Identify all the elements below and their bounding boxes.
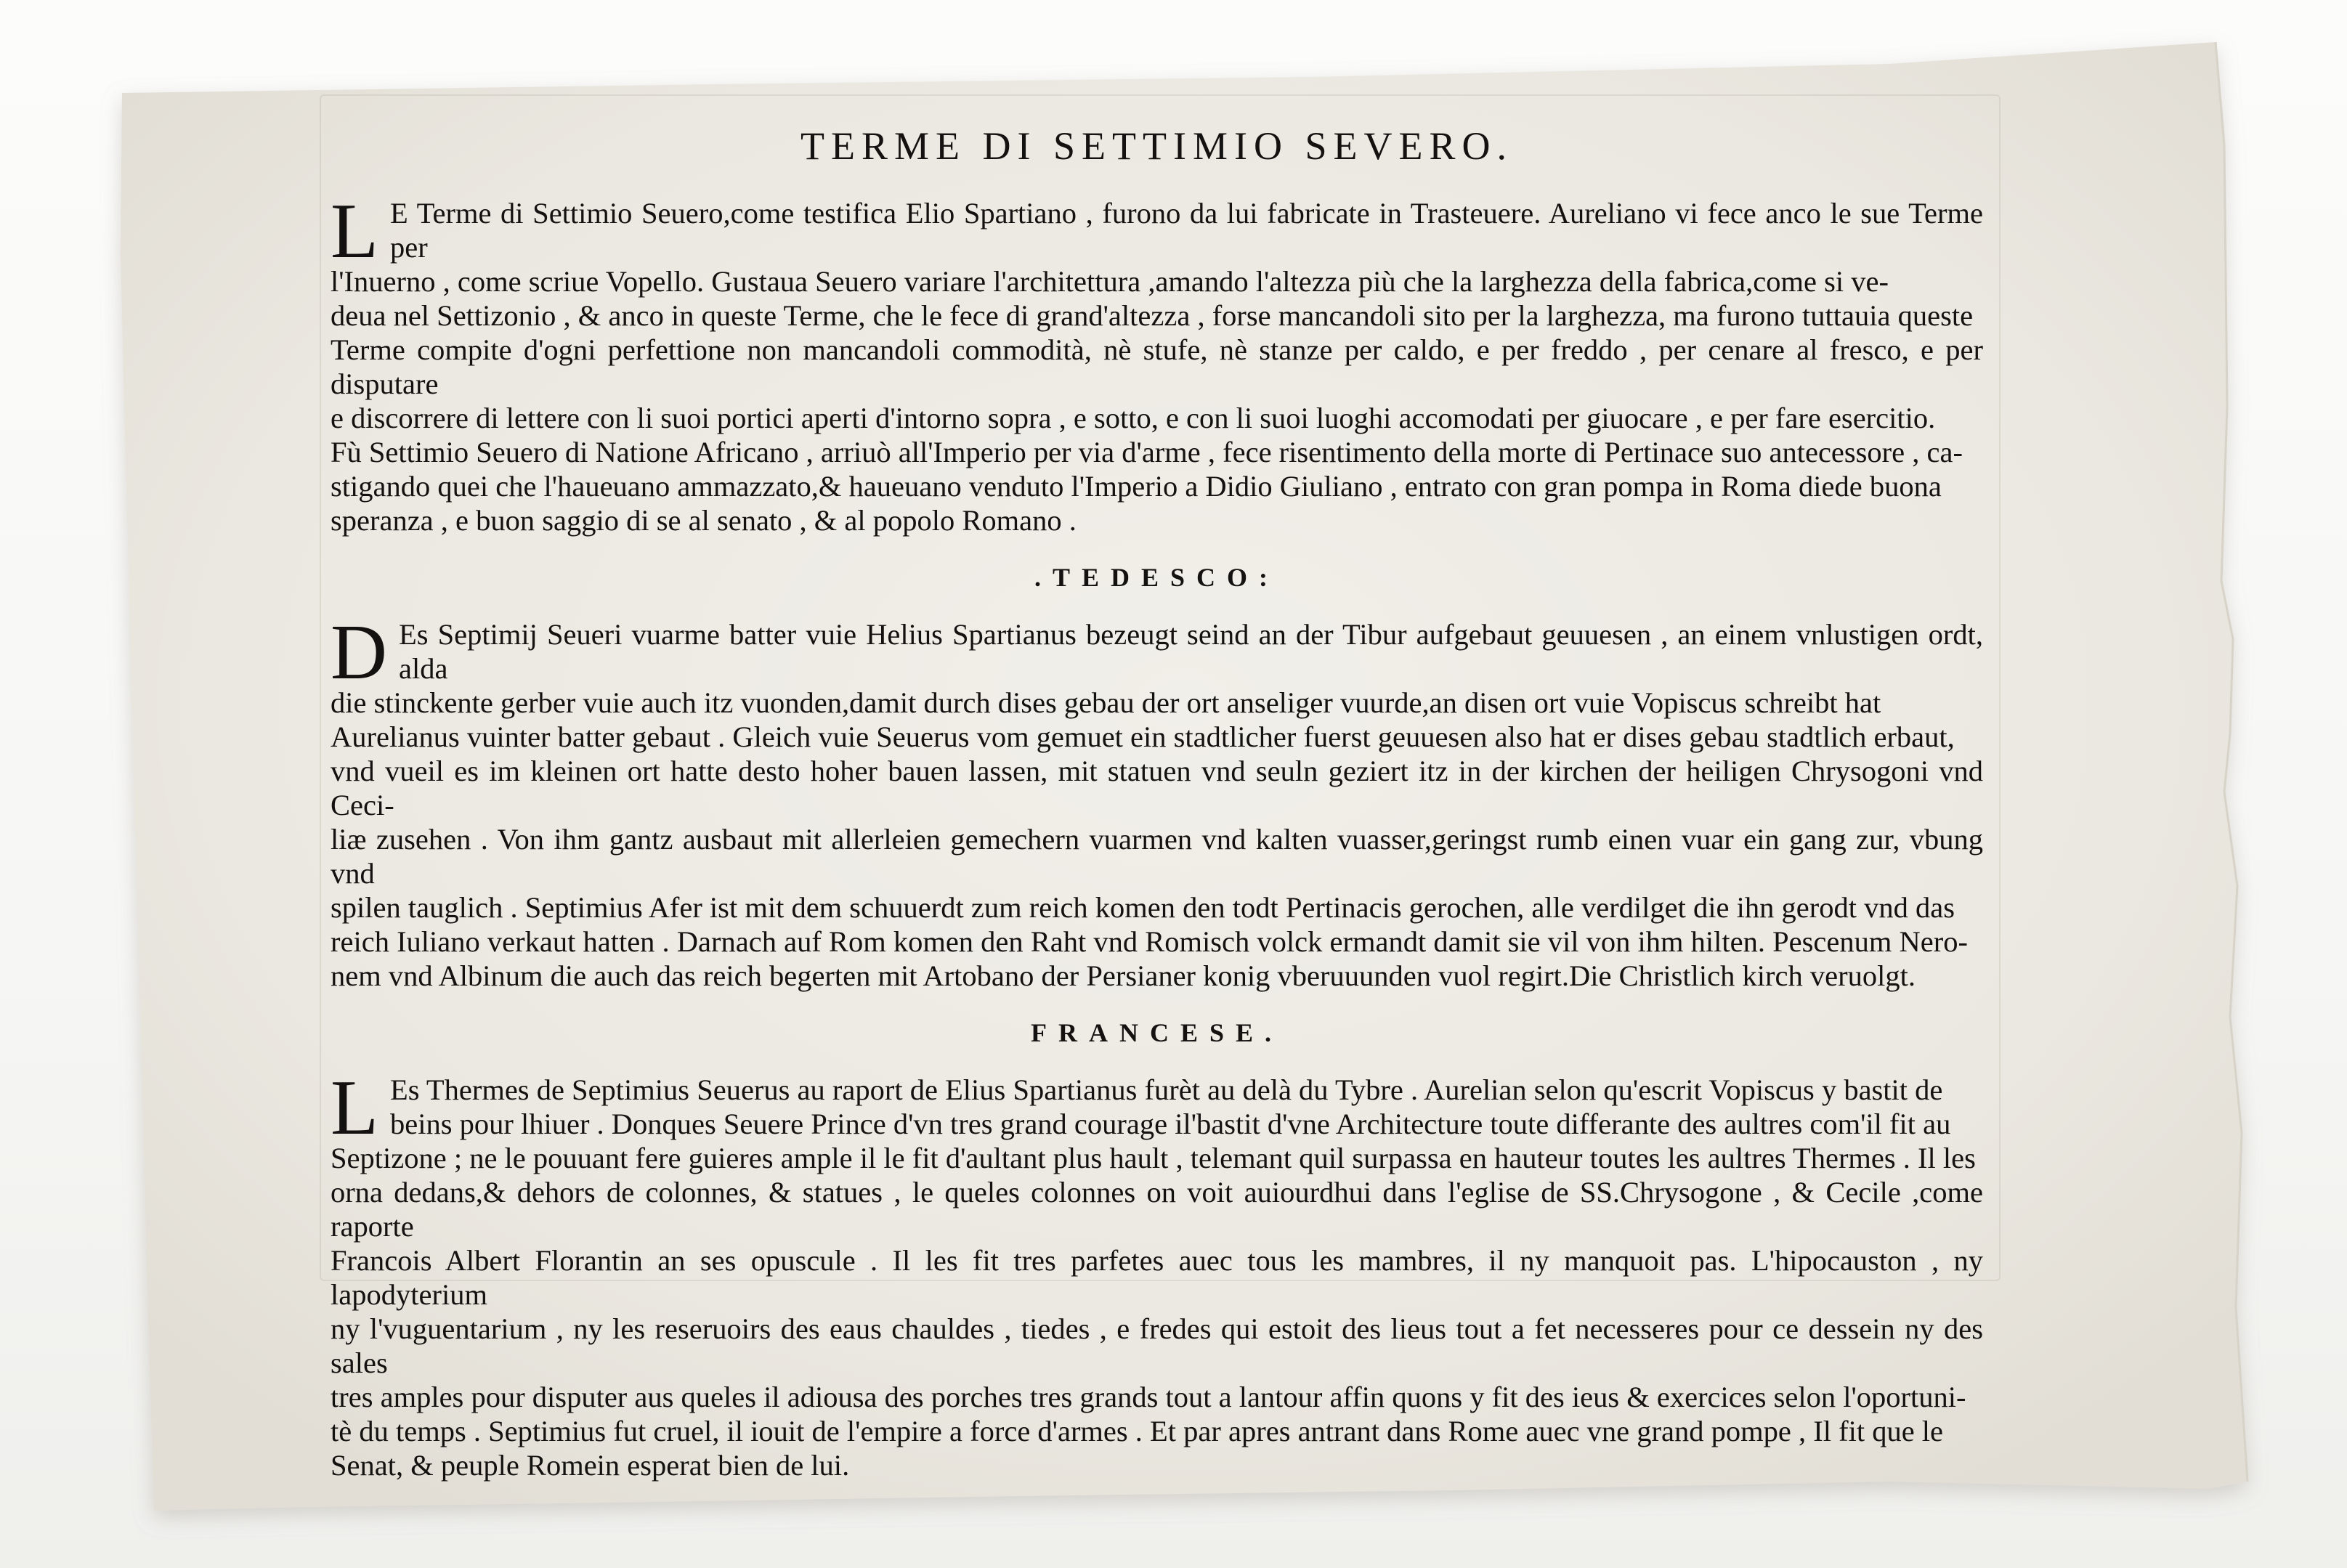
text-line: Senat, & peuple Romein esperat bien de lui. <box>331 1449 850 1482</box>
italian-paragraph <box>331 188 1983 537</box>
text-line: Aurelianus vuinter batter gebaut . Gleich vuie Seuerus vom gemuet ein stadtlicher fuerst geuuesen also hat er dises gebau stadtlich erbaut, <box>331 720 1955 753</box>
text-line: reich Iuliano verkaut hatten . Darnach auf Rom komen den Raht vnd Romisch volck ermandt damit sie vil von ihm hilten. Pescenum Nero- <box>331 925 1968 958</box>
text-line: Es Septimij Seueri vuarme batter vuie Helius Spartianus bezeugt seind an der Tibur aufgebaut geuuesen , an einem vnlustigen ordt, alda <box>399 618 1983 685</box>
text-line: die stinckente gerber vuie auch itz vuonden,damit durch dises gebau der ort anseliger vuurde,an disen ort vuie Vopiscus schreibt hat <box>331 686 1881 719</box>
section-heading-francese: FRANCESE. <box>1030 1018 1284 1047</box>
text-line: vnd vueil es im kleinen ort hatte desto hoher bauen lassen, mit statuen vnd seuln geziert itz in der kirchen der heiligen Chrysogoni vnd Ceci- <box>331 755 1983 821</box>
text-line: beins pour lhiuer . Donques Seuere Prince d'vn tres grand courage il'bastit d'vne Architecture toute differante des aultres com'il fit au <box>389 1108 1951 1140</box>
text-line: stigando quei che l'haueuano ammazzato,& haueuano venduto l'Imperio a Didio Giuliano , entrato con gran pompa in Roma diede buona <box>331 470 1942 503</box>
section-heading-tedesco: .TEDESCO: <box>1034 563 1280 592</box>
text-line: tres amples pour disputer aus queles il adiousa des porches tres grands tout a lantour affin quons y fit des ieus & exercices selon l'oportuni- <box>331 1381 1966 1413</box>
text-line: deua nel Settizonio , & anco in queste Terme, che le fece di grand'altezza , forse mancandoli sito per la larghezza, ma furono tuttauia queste <box>331 299 1974 332</box>
drop-cap: L <box>331 188 378 275</box>
drop-cap: L <box>331 1065 378 1151</box>
german-paragraph <box>331 609 1983 993</box>
text-line: Francois Albert Florantin an ses opuscule . Il les fit tres parfetes auec tous les mambres, il ny manquoit pas. L'hipocauston , ny lapodyterium <box>331 1244 1983 1311</box>
text-line: Terme compite d'ogni perfettione non mancandoli commodità, nè stufe, nè stanze per caldo, e per freddo , per cenare al fresco, e per disputare <box>331 333 1983 400</box>
text-line: E Terme di Settimio Seuero,come testifica Elio Spartiano , furono da lui fabricate in Trasteuere. Aureliano vi fece anco le sue Terme per <box>389 197 1983 264</box>
text-line: Fù Settimio Seuero di Natione Africano , arriuò all'Imperio per via d'arme , fece risentimento della morte di Pertinace suo antecessore , ca- <box>331 436 1963 468</box>
text-line: spilen tauglich . Septimius Afer ist mit dem schuuerdt zum reich komen den todt Pertinacis gerochen, alle verdilget die ihn gerodt vnd das <box>331 891 1955 924</box>
text-line: liæ zusehen . Von ihm gantz ausbaut mit allerleien gemechern vuarmen vnd kalten vuasser,geringst rumb einen vuar ein gang zur, vbung vnd <box>331 823 1983 890</box>
text-line: Es Thermes de Septimius Seuerus au raport de Elius Spartianus furèt au delà du Tybre . Aurelian selon qu'escrit Vopiscus y bastit de <box>389 1073 1943 1106</box>
text-line: e discorrere di lettere con li suoi portici aperti d'intorno sopra , e sotto, e con li suoi luoghi accomodati per giuocare , e per fare esercitio. <box>331 402 1936 434</box>
drop-cap: D <box>331 609 387 696</box>
document-title: TERME DI SETTIMIO SEVERO. <box>800 124 1513 168</box>
text-line: tè du temps . Septimius fut cruel, il iouit de l'empire a force d'armes . Et par apres antrant dans Rome auec vne grand pompe , Il fit que le <box>331 1415 1944 1447</box>
text-line: nem vnd Albinum die auch das reich begerten mit Artobano der Persianer konig vberuuunden vuol regirt.Die Christlich kirch veruolgt. <box>331 959 1916 992</box>
text-line: Septizone ; ne le pouuant fere guieres ample il le fit d'aultant plus hault , telemant quil surpassa en hauteur toutes les aultres Thermes . Il les <box>331 1142 1976 1174</box>
text-line: speranza , e buon saggio di se al senato , & al popolo Romano . <box>331 504 1077 537</box>
text-line: ny l'vuguentarium , ny les reseruoirs des eaus chauldes , tiedes , e fredes qui estoit des lieus tout a fet necesseres pour ce dessein ny des sales <box>331 1312 1983 1379</box>
text-line: l'Inuerno , come scriue Vopello. Gustaua Seuero variare l'architettura ,amando l'altezza più che la larghezza della fabrica,come si ve- <box>331 265 1889 298</box>
french-paragraph <box>331 1065 1983 1482</box>
text-block <box>331 116 1983 1482</box>
text-line: orna dedans,& dehors de colonnes, & statues , le queles colonnes on voit auiourdhui dans l'eglise de SS.Chrysogone , & Cecile ,come raporte <box>331 1176 1983 1243</box>
